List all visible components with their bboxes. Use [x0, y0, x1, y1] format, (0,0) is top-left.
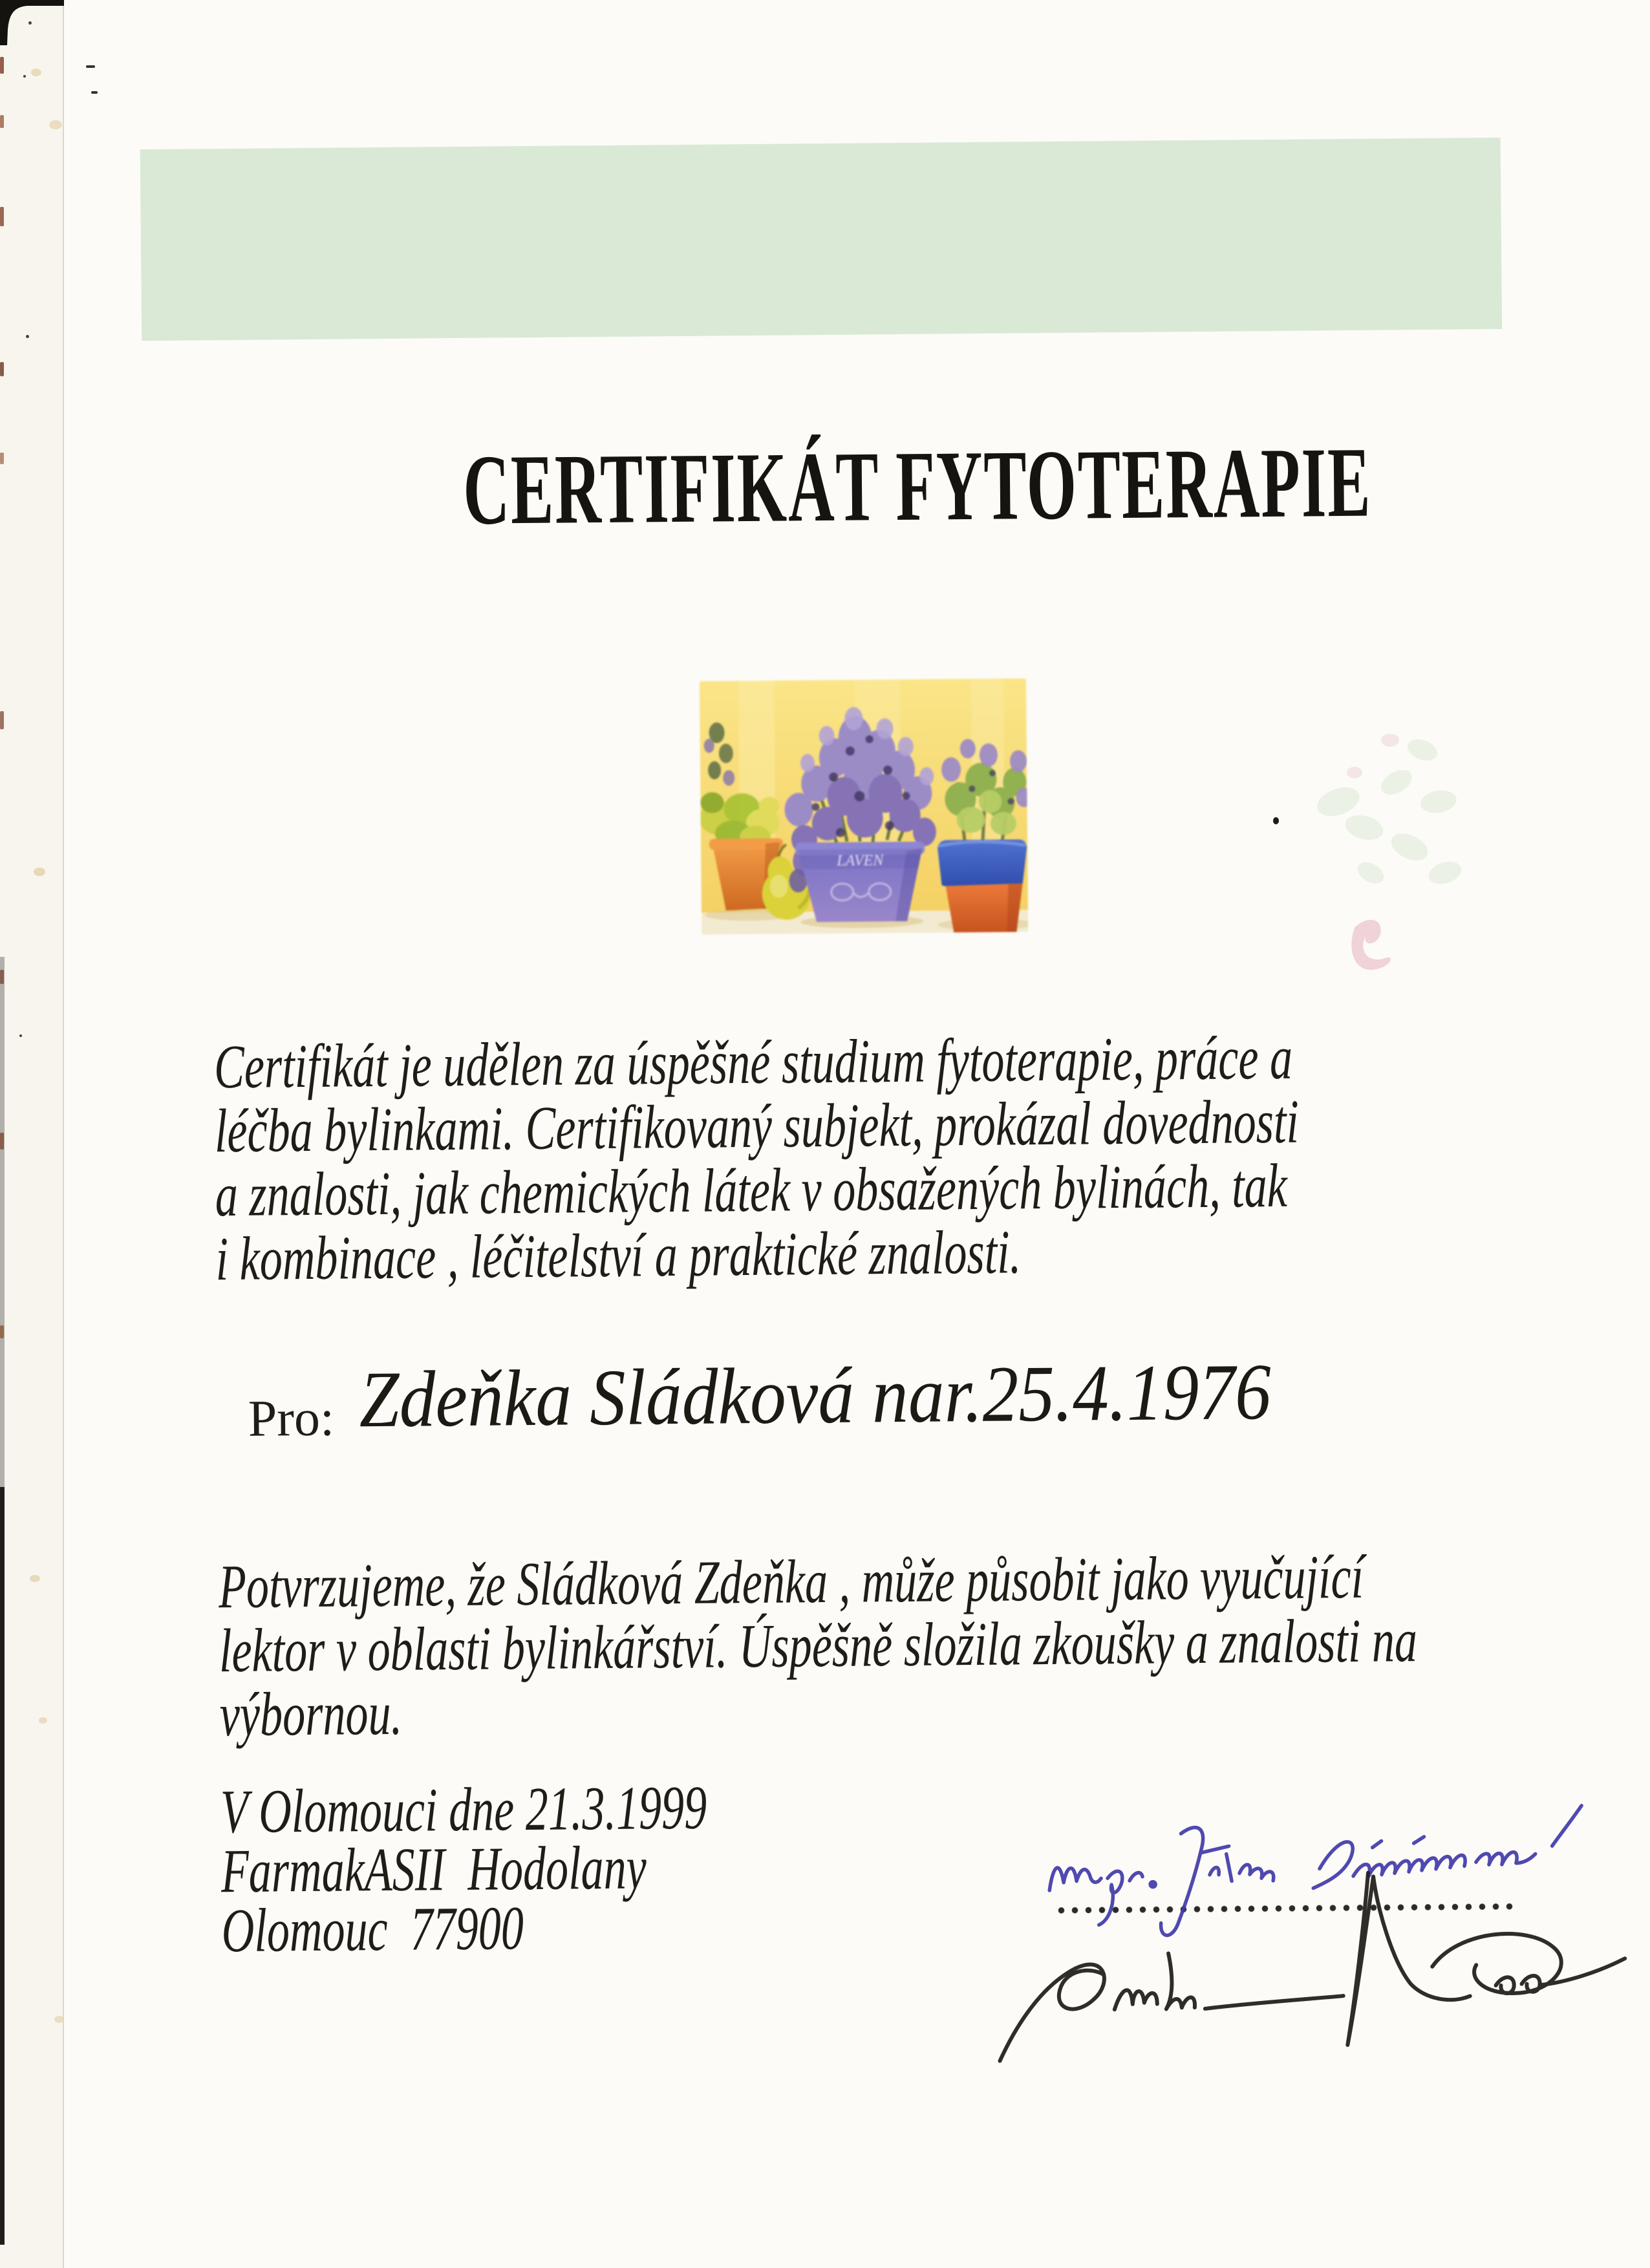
recipient-name: Zdeňka Sládková nar.25.4.1976 — [358, 1347, 1272, 1444]
black-signature — [976, 1867, 1631, 2066]
intro-line: i kombinace , léčitelství a praktické znalosti. — [215, 1217, 1022, 1294]
intro-line: a znalosti, jak chemických látek v obsažených bylinách, tak — [215, 1150, 1288, 1230]
issue-place-date: V Olomouci dne 21.3.1999 — [220, 1772, 707, 1846]
svg-text:LAVEN: LAVEN — [837, 852, 884, 870]
certificate-title — [208, 423, 1469, 550]
lavender-pots-photo — [700, 678, 1028, 934]
green-header-band — [140, 138, 1503, 341]
confirmation-paragraph — [218, 1541, 1589, 1749]
confirmation-line: výbornou. — [219, 1678, 403, 1749]
confirmation-line: Potvrzujeme, že Sládková Zdeňka , může působit jako vyučující — [218, 1541, 1364, 1621]
intro-paragraph — [213, 1022, 1585, 1294]
intro-line: Certifikát je udělen za úspěšné studium fytoterapie, práce a — [213, 1022, 1293, 1102]
issue-block — [220, 1772, 708, 1965]
intro-line: léčba bylinkami. Certifikovaný subjekt, prokázal dovednosti — [214, 1086, 1300, 1166]
issue-organization: FarmakASII Hodolany — [220, 1832, 647, 1906]
confirmation-line: lektor v oblasti bylinkářství. Úspěšně složila zkoušky a znalosti na — [219, 1605, 1418, 1685]
issue-city-zip: Olomouc 77900 — [221, 1893, 524, 1965]
certificate-title-text: CERTIFIKÁT FYTOTERAPIE — [462, 426, 1372, 546]
recipient-label: Pro: — [248, 1389, 335, 1448]
